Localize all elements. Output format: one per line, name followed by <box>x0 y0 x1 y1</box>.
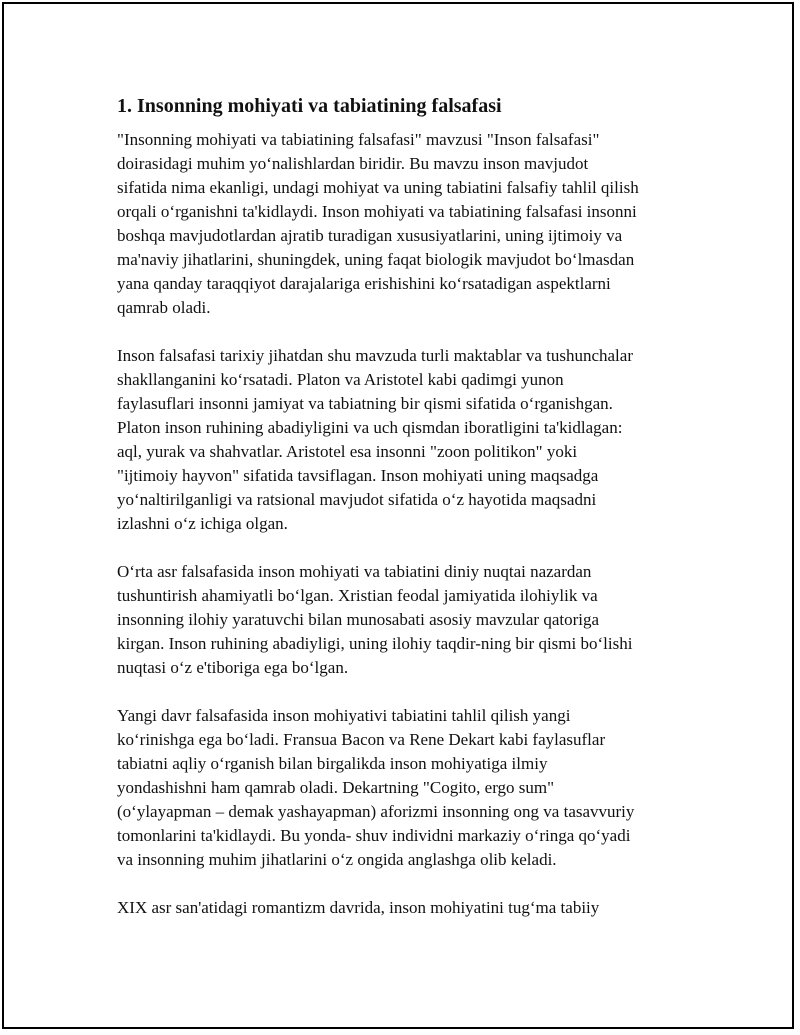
document-body <box>117 92 689 944</box>
text-line: ma'naviy jihatlarini, shuningdek, uning faqat biologik mavjudot bo‘lmasdan <box>117 250 635 269</box>
text-line: yo‘naltirilganligi va ratsional mavjudot sifatida o‘z hayotida maqsadni <box>117 490 597 509</box>
text-line: insonning ilohiy yaratuvchi bilan munosabati asosiy mavzular qatoriga <box>117 610 600 629</box>
section-heading: 1. Insonning mohiyati va tabiatining falsafasi <box>117 95 502 117</box>
text-line: tomonlarini ta'kidlaydi. Bu yonda- shuv individni markaziy o‘ringa qo‘yadi <box>117 826 631 845</box>
text-line: ko‘rinishga ega bo‘ladi. Fransua Bacon va Rene Dekart kabi faylasuflar <box>117 730 606 749</box>
paragraph-2 <box>117 344 689 536</box>
text-line: kirgan. Inson ruhining abadiyligi, uning ilohiy taqdir-ning bir qismi bo‘lishi <box>117 634 633 653</box>
paragraph-4 <box>117 704 689 872</box>
text-line: doirasidagi muhim yo‘nalishlardan biridir. Bu mavzu inson mavjudot <box>117 154 589 173</box>
text-line: (o‘ylayapman – demak yashayapman) aforizmi insonning ong va tasavvuriy <box>117 802 635 821</box>
text-line: Yangi davr falsafasida inson mohiyativi tabiatini tahlil qilish yangi <box>117 706 571 725</box>
text-line: Platon inson ruhining abadiyligini va uch qismdan iboratligini ta'kidlagan: <box>117 418 623 437</box>
text-line: va insonning muhim jihatlarini o‘z ongida anglashga olib keladi. <box>117 850 557 869</box>
text-line: aql, yurak va shahvatlar. Aristotel esa insonni "zoon politikon" yoki <box>117 442 578 461</box>
text-line: nuqtasi o‘z e'tiboriga ega bo‘lgan. <box>117 658 349 677</box>
text-line: Inson falsafasi tarixiy jihatdan shu mavzuda turli maktablar va tushunchalar <box>117 346 633 365</box>
paragraph-5 <box>117 896 689 920</box>
text-line: sifatida nima ekanligi, undagi mohiyat va uning tabiatini falsafiy tahlil qilish <box>117 178 639 197</box>
text-line: tabiatni aqliy o‘rganish bilan birgalikda inson mohiyatiga ilmiy <box>117 754 548 773</box>
text-line: "Insonning mohiyati va tabiatining falsafasi" mavzusi "Inson falsafasi" <box>117 130 600 149</box>
text-line: XIX asr san'atidagi romantizm davrida, inson mohiyatini tug‘ma tabiiy <box>117 898 600 917</box>
text-line: yana qanday taraqqiyot darajalariga erishishini ko‘rsatadigan aspektlarni <box>117 274 611 293</box>
text-line: qamrab oladi. <box>117 298 211 317</box>
text-line: izlashni o‘z ichiga olgan. <box>117 514 288 533</box>
text-line: "ijtimoiy hayvon" sifatida tavsiflagan. Inson mohiyati uning maqsadga <box>117 466 599 485</box>
text-line: tushuntirish ahamiyatli bo‘lgan. Xristian feodal jamiyatida ilohiylik va <box>117 586 598 605</box>
text-line: orqali o‘rganishni ta'kidlaydi. Inson mohiyati va tabiatining falsafasi insonni <box>117 202 637 221</box>
text-line: shakllanganini ko‘rsatadi. Platon va Aristotel kabi qadimgi yunon <box>117 370 564 389</box>
text-line: boshqa mavjudotlardan ajratib turadigan xususiyatlarini, uning ijtimoiy va <box>117 226 623 245</box>
text-line: faylasuflari insonni jamiyat va tabiatning bir qismi sifatida o‘rganishgan. <box>117 394 613 413</box>
paragraph-3 <box>117 560 689 680</box>
text-line: O‘rta asr falsafasida inson mohiyati va tabiatini diniy nuqtai nazardan <box>117 562 592 581</box>
paragraph-1 <box>117 128 689 320</box>
text-line: yondashishni ham qamrab oladi. Dekartning "Cogito, ergo sum" <box>117 778 555 797</box>
